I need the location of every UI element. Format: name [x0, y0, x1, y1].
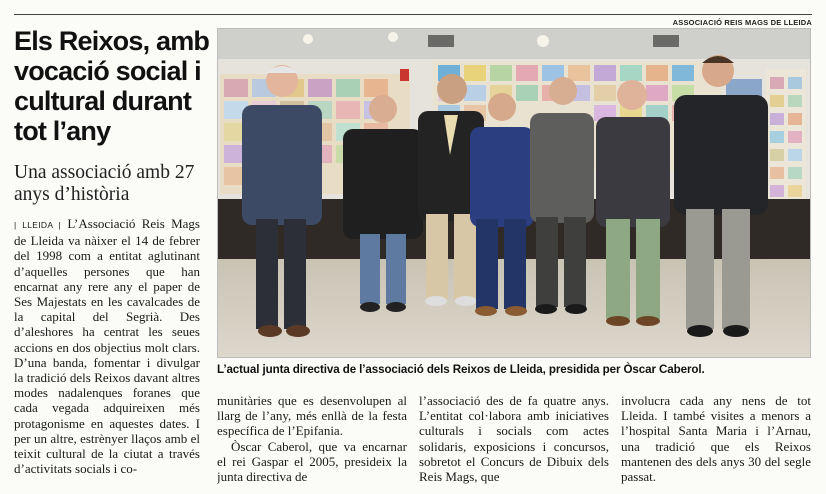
- body-paragraph: munitàries que es desenvolupen al llarg de l’any, més enllà de la festa específica de l’Epifania.: [217, 393, 407, 439]
- dateline: | LLEIDA |: [14, 220, 62, 230]
- body-column-1: [14, 216, 200, 490]
- body-paragraph: involucra cada any nens de tot Lleida. I també visites a menors a l’hospital Santa Maria i l’Arnau, una tradició que els Reixos mantenen des dels anys 30 del segle passat.: [621, 393, 811, 485]
- body-lead-text: L’Associació Reis Mags de Lleida va nàixer el 14 de febrer del 1998 com a entitat aglutinant d’aquelles persones que han encarnat any rere any el paper de Ses Majestats en les cavalcades de la capital del Segrià. Des d’aleshores ha centrat les seues accions en dos objectius molt clars. D’una banda, fomentar i divulgar la tradició dels Reixos davant altres modes nadalenques foranes que cada vegada adquireixen més protagonisme en aquestes dates. I per un altre, estrènyer llaços amb el teixit cultural de la ciutat a través d’activitats socials i co-: [14, 216, 200, 477]
- body-column-3: [419, 393, 609, 490]
- body-paragraph: l’associació des de fa quatre anys. L’entitat col·labora amb iniciatives culturals i socials com actes solidaris, exposicions i concursos, sobretot el Concurs de Dibuix dels Reis Mags, que: [419, 393, 609, 485]
- group-photo-illustration: [218, 29, 811, 358]
- body-paragraph: Òscar Caberol, que va encarnar el rei Gaspar el 2005, presideix la junta directiva de: [217, 438, 407, 485]
- group-photo: [217, 28, 811, 358]
- section-label: ASSOCIACIÓ REIS MAGS DE LLEIDA: [672, 18, 812, 27]
- headline: Els Reixos, amb vocació social i cultural durant tot l’any: [14, 26, 210, 146]
- top-rule: [14, 14, 812, 15]
- body-column-2: [217, 393, 407, 490]
- photo-caption: L’actual junta directiva de l’associació dels Reixos de Lleida, presidida per Òscar Caberol.: [217, 363, 705, 376]
- subheadline: Una associació amb 27 anys d’història: [14, 162, 195, 205]
- body-column-4: [621, 393, 811, 490]
